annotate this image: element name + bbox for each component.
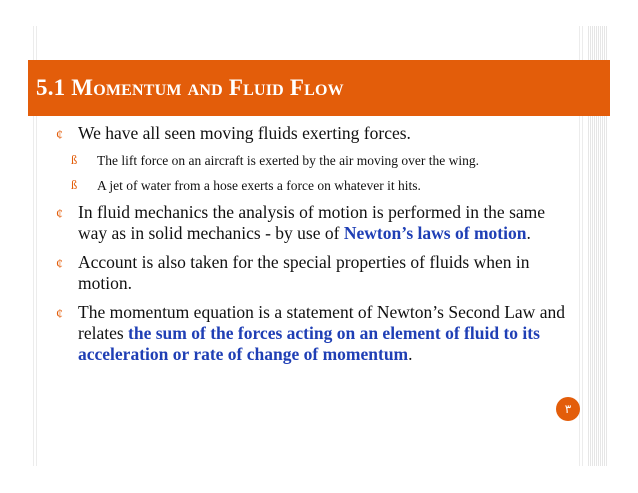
bullet-text [78, 302, 565, 364]
highlighted-term: Newton’s laws of motion [343, 223, 527, 243]
sub-bullet-marker-icon: ß [71, 153, 78, 167]
bullet-item [56, 123, 576, 144]
bullet-marker-icon: ¢ [56, 207, 63, 222]
sub-bullet-text: A jet of water from a hose exerts a force on whatever it hits. [97, 178, 421, 193]
bullet-text-part: The momentum equation is a statement of Newton’s Second Law and relates [78, 302, 565, 343]
bullet-marker-icon: ¢ [56, 128, 63, 143]
bullet-text-part: . [526, 223, 531, 243]
slide-title: 5.1 Momentum and Fluid Flow [36, 75, 344, 100]
bullet-text: We have all seen moving fluids exerting forces. [78, 123, 411, 143]
bullet-item [56, 302, 576, 365]
page-number-badge: ٣ [556, 397, 580, 421]
highlighted-term: the sum of the forces acting on an element of fluid to its acceleration or rate of change of momentum [78, 323, 540, 364]
bullet-marker-icon: ¢ [56, 307, 63, 322]
sub-bullet-marker-icon: ß [71, 178, 78, 192]
sub-bullet-text: The lift force on an aircraft is exerted by the air moving over the wing. [97, 153, 479, 168]
bullet-item [56, 252, 576, 294]
bullet-text [78, 202, 545, 243]
bullet-text: Account is also taken for the special properties of fluids when in motion. [78, 252, 530, 293]
sub-bullet-item [71, 152, 576, 169]
bullet-text-part: . [408, 344, 413, 364]
bullet-text-part: In fluid mechanics the analysis of motion is performed in the same way as in solid mechanics - by use of [78, 202, 546, 243]
bullet-marker-icon: ¢ [56, 257, 63, 272]
bullet-item [56, 202, 576, 244]
title-bar [28, 60, 610, 116]
bullet-list [56, 123, 576, 373]
sub-bullet-item [71, 177, 576, 194]
